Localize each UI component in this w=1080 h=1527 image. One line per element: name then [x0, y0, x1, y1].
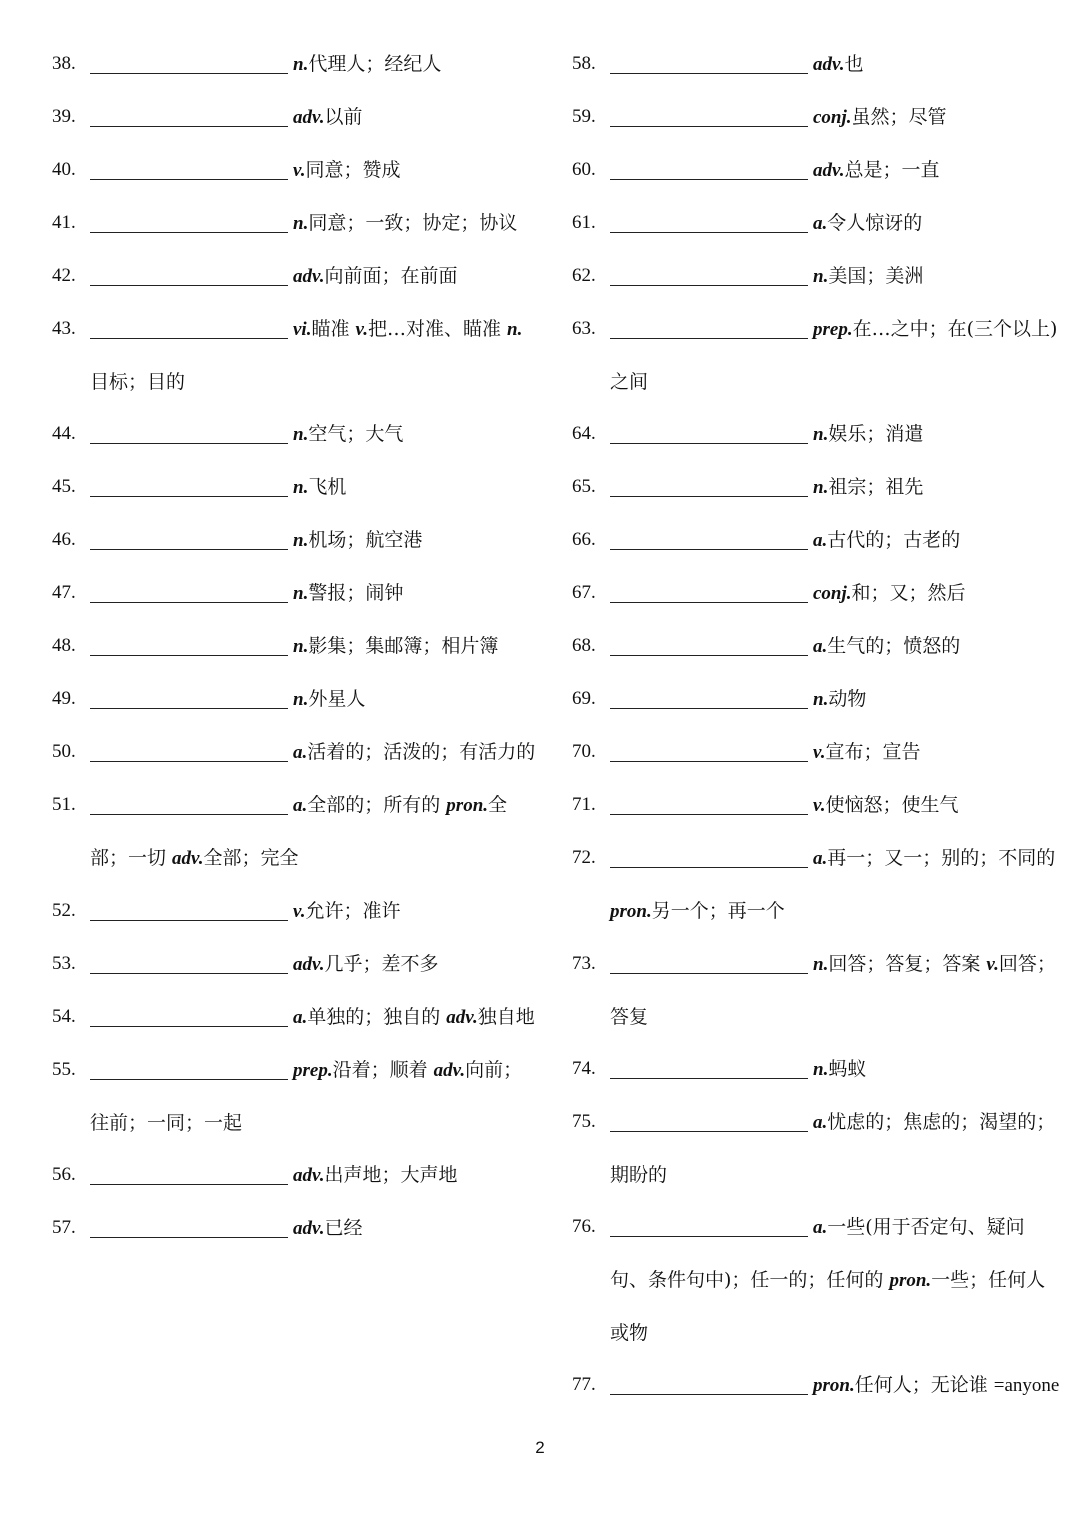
vocab-entry — [560, 726, 1060, 779]
definition-text: 在…之中；在(三个以上)之间 — [610, 318, 1058, 393]
definition-text: 全部；一切 — [90, 794, 508, 869]
answer-blank[interactable] — [610, 1374, 808, 1395]
part-of-speech: a. — [813, 1217, 828, 1238]
vocab-entry — [560, 1043, 1060, 1096]
part-of-speech: v. — [355, 319, 368, 340]
answer-blank[interactable] — [90, 529, 288, 550]
answer-blank[interactable] — [90, 582, 288, 603]
definition-text: 另一个；再一个 — [651, 900, 785, 922]
entry-number: 62. — [572, 265, 596, 286]
definition-text: 回答；答复；答案 — [828, 953, 987, 975]
vocab-entry — [40, 938, 540, 991]
vocab-entry — [40, 250, 540, 303]
answer-blank[interactable] — [610, 847, 808, 868]
vocab-entry — [40, 408, 540, 461]
definition-text: 和；又；然后 — [851, 582, 966, 604]
part-of-speech: pron. — [889, 1270, 932, 1291]
part-of-speech: adv. — [293, 954, 325, 975]
answer-blank[interactable] — [610, 423, 808, 444]
part-of-speech: a. — [293, 1007, 308, 1028]
part-of-speech: prep. — [813, 319, 853, 340]
vocab-entry — [40, 673, 540, 726]
definition-text: 总是；一直 — [844, 159, 940, 181]
vocab-entry — [40, 91, 540, 144]
entry-number: 39. — [52, 106, 76, 127]
definition-text: 祖宗；祖先 — [828, 476, 924, 498]
part-of-speech: pron. — [446, 795, 489, 816]
entry-number: 65. — [572, 476, 596, 497]
answer-blank[interactable] — [610, 159, 808, 180]
vocab-entry — [40, 885, 540, 938]
entry-number: 44. — [52, 423, 76, 444]
part-of-speech: a. — [813, 1112, 828, 1133]
answer-blank[interactable] — [90, 1059, 288, 1080]
answer-blank[interactable] — [90, 953, 288, 974]
definition-text: 一些(用于否定句、疑问句、条件句中)；任一的；任何的 — [610, 1216, 1025, 1291]
entry-number: 57. — [52, 1217, 76, 1238]
part-of-speech: a. — [813, 636, 828, 657]
definition-text: 全部；完全 — [203, 847, 299, 869]
entry-number: 72. — [572, 847, 596, 868]
entry-number: 38. — [52, 53, 76, 74]
entry-number: 71. — [572, 794, 596, 815]
part-of-speech: adv. — [172, 848, 204, 869]
part-of-speech: n. — [293, 477, 309, 498]
definition-text: 活着的；活泼的；有活力的 — [307, 741, 536, 763]
definition-text: 外星人 — [308, 688, 366, 710]
entry-number: 75. — [572, 1111, 596, 1132]
definition-text: 忧虑的；焦虑的；渴望的；期盼的 — [610, 1111, 1056, 1186]
part-of-speech: n. — [813, 1059, 829, 1080]
definition-text: 代理人；经纪人 — [308, 53, 442, 75]
answer-blank[interactable] — [610, 265, 808, 286]
part-of-speech: v. — [813, 742, 826, 763]
part-of-speech: pron. — [813, 1375, 855, 1396]
entry-number: 77. — [572, 1374, 596, 1395]
part-of-speech: adv. — [813, 160, 845, 181]
part-of-speech: v. — [986, 954, 999, 975]
definition-text: 也 — [844, 53, 864, 75]
definition-text: 几乎；差不多 — [324, 953, 439, 975]
vocab-entry — [40, 1202, 540, 1255]
entry-number: 74. — [572, 1058, 596, 1079]
part-of-speech: n. — [813, 266, 829, 287]
part-of-speech: conj. — [813, 583, 852, 604]
vocab-entry — [40, 1044, 540, 1149]
answer-blank[interactable] — [610, 212, 808, 233]
part-of-speech: vi. — [293, 319, 312, 340]
part-of-speech: a. — [293, 742, 308, 763]
answer-blank[interactable] — [610, 318, 808, 339]
answer-blank[interactable] — [90, 1217, 288, 1238]
answer-blank[interactable] — [90, 741, 288, 762]
answer-blank[interactable] — [90, 212, 288, 233]
part-of-speech: pron. — [610, 901, 652, 922]
definition-text: 美国；美洲 — [828, 265, 924, 287]
definition-text: 再一；又一；别的；不同的 — [827, 847, 1056, 869]
entry-number: 45. — [52, 476, 76, 497]
answer-blank[interactable] — [90, 476, 288, 497]
vocab-entry — [560, 303, 1060, 408]
part-of-speech: adv. — [293, 1165, 325, 1186]
entry-number: 42. — [52, 265, 76, 286]
vocab-entry — [560, 567, 1060, 620]
vocab-entry — [560, 1359, 1060, 1412]
answer-blank[interactable] — [90, 688, 288, 709]
definition-text: 飞机 — [308, 476, 347, 498]
answer-blank[interactable] — [610, 106, 808, 127]
vocab-entry — [560, 1096, 1060, 1201]
answer-blank[interactable] — [90, 1164, 288, 1185]
definition-text: 虽然；尽管 — [851, 106, 947, 128]
definition-text: 把…对准、瞄准 — [368, 318, 508, 340]
definition-text: 警报；闹钟 — [308, 582, 404, 604]
part-of-speech: adv. — [433, 1060, 466, 1081]
entry-number: 53. — [52, 953, 76, 974]
vocab-entry — [560, 514, 1060, 567]
definition-text: 向前面；在前面 — [324, 265, 458, 287]
entry-number: 55. — [52, 1059, 76, 1080]
answer-blank[interactable] — [90, 106, 288, 127]
answer-blank[interactable] — [90, 265, 288, 286]
vocab-entry — [40, 38, 540, 91]
definition-text: 以前 — [324, 106, 363, 128]
answer-blank[interactable] — [610, 1216, 808, 1237]
entry-number: 66. — [572, 529, 596, 550]
entry-number: 43. — [52, 318, 76, 339]
answer-blank[interactable] — [90, 1006, 288, 1027]
vocab-entry — [560, 461, 1060, 514]
vocab-entry — [40, 567, 540, 620]
answer-blank[interactable] — [610, 1058, 808, 1079]
answer-blank[interactable] — [610, 53, 808, 74]
definition-text: 令人惊讶的 — [827, 212, 923, 234]
entry-number: 54. — [52, 1006, 76, 1027]
definition-text: 使恼怒；使生气 — [825, 794, 959, 816]
part-of-speech: v. — [293, 901, 306, 922]
answer-blank[interactable] — [90, 159, 288, 180]
answer-blank[interactable] — [610, 476, 808, 497]
part-of-speech: adv. — [813, 54, 845, 75]
entry-number: 67. — [572, 582, 596, 603]
entry-number: 60. — [572, 159, 596, 180]
entry-number: 46. — [52, 529, 76, 550]
definition-text: 机场；航空港 — [308, 529, 423, 551]
part-of-speech: n. — [293, 213, 309, 234]
definition-text: 已经 — [324, 1217, 363, 1239]
answer-blank[interactable] — [90, 794, 288, 815]
definition-text: 目标；目的 — [90, 371, 186, 393]
part-of-speech: n. — [293, 689, 309, 710]
answer-blank[interactable] — [610, 688, 808, 709]
part-of-speech: n. — [813, 477, 829, 498]
vocab-entry — [560, 938, 1060, 1043]
vocab-entry — [560, 832, 1060, 938]
part-of-speech: adv. — [293, 1218, 325, 1239]
vocabulary-column-left — [40, 38, 540, 1255]
definition-text: 宣布；宣告 — [825, 741, 921, 763]
definition-text: 生气的；愤怒的 — [827, 635, 961, 657]
entry-number: 58. — [572, 53, 596, 74]
entry-number: 49. — [52, 688, 76, 709]
answer-blank[interactable] — [90, 900, 288, 921]
definition-text: 独自地 — [477, 1006, 535, 1028]
part-of-speech: prep. — [293, 1060, 333, 1081]
vocab-entry — [40, 144, 540, 197]
entry-number: 41. — [52, 212, 76, 233]
vocab-entry — [560, 779, 1060, 832]
part-of-speech: n. — [293, 636, 309, 657]
definition-text: 沿着；顺着 — [332, 1059, 434, 1081]
entry-number: 69. — [572, 688, 596, 709]
entry-number: 52. — [52, 900, 76, 921]
definition-text: 瞄准 — [311, 318, 356, 340]
vocab-entry — [40, 991, 540, 1044]
part-of-speech: conj. — [813, 107, 852, 128]
definition-text: 全部的；所有的 — [307, 794, 447, 816]
part-of-speech: n. — [813, 689, 829, 710]
part-of-speech: a. — [813, 530, 828, 551]
part-of-speech: n. — [813, 424, 829, 445]
answer-blank[interactable] — [610, 529, 808, 550]
entry-number: 48. — [52, 635, 76, 656]
definition-text: 娱乐；消遣 — [828, 423, 924, 445]
vocab-entry — [560, 1201, 1060, 1359]
definition-text: 任何人；无论谁 — [854, 1374, 994, 1396]
vocab-entry — [40, 779, 540, 885]
definition-text: 向前；往前；一同；一起 — [90, 1059, 523, 1134]
vocab-entry — [560, 38, 1060, 91]
part-of-speech: n. — [293, 424, 309, 445]
answer-blank[interactable] — [610, 794, 808, 815]
part-of-speech: n. — [293, 530, 309, 551]
vocab-entry — [40, 1149, 540, 1202]
entry-number: 63. — [572, 318, 596, 339]
entry-number: 64. — [572, 423, 596, 444]
vocab-entry — [40, 303, 540, 408]
part-of-speech: n. — [813, 954, 829, 975]
vocab-entry — [560, 408, 1060, 461]
entry-number: 51. — [52, 794, 76, 815]
definition-text: 出声地；大声地 — [324, 1164, 458, 1186]
part-of-speech: n. — [293, 54, 309, 75]
definition-text: 影集；集邮簿；相片簿 — [308, 635, 499, 657]
part-of-speech: a. — [813, 848, 828, 869]
vocab-entry — [40, 620, 540, 673]
vocab-entry — [560, 144, 1060, 197]
entry-number: 61. — [572, 212, 596, 233]
definition-text: 空气；大气 — [308, 423, 404, 445]
vocab-entry — [560, 91, 1060, 144]
answer-blank[interactable] — [610, 953, 808, 974]
answer-blank[interactable] — [610, 1111, 808, 1132]
part-of-speech: adv. — [446, 1007, 478, 1028]
vocab-entry — [40, 726, 540, 779]
answer-blank[interactable] — [90, 635, 288, 656]
part-of-speech: a. — [293, 795, 308, 816]
vocab-entry — [560, 250, 1060, 303]
definition-text: 单独的；独自的 — [307, 1006, 447, 1028]
vocab-entry — [560, 673, 1060, 726]
answer-blank[interactable] — [610, 582, 808, 603]
vocab-entry — [40, 197, 540, 250]
answer-blank[interactable] — [610, 635, 808, 656]
answer-blank[interactable] — [610, 741, 808, 762]
definition-text: 一些；任何人或物 — [610, 1269, 1046, 1344]
vocab-entry — [560, 197, 1060, 250]
part-of-speech: adv. — [293, 266, 325, 287]
part-of-speech: n. — [507, 319, 523, 340]
entry-number: 59. — [572, 106, 596, 127]
entry-number: 47. — [52, 582, 76, 603]
part-of-speech: v. — [813, 795, 826, 816]
definition-text: 动物 — [828, 688, 867, 710]
definition-text: 同意；赞成 — [305, 159, 401, 181]
vocab-entry — [40, 461, 540, 514]
vocabulary-column-right — [560, 38, 1060, 1412]
part-of-speech: n. — [293, 583, 309, 604]
answer-blank[interactable] — [90, 423, 288, 444]
part-of-speech: adv. — [293, 107, 325, 128]
vocab-entry — [40, 514, 540, 567]
synonym-note: =anyone — [993, 1375, 1060, 1396]
entry-number: 56. — [52, 1164, 76, 1185]
entry-number: 70. — [572, 741, 596, 762]
entry-number: 40. — [52, 159, 76, 180]
part-of-speech: a. — [813, 213, 828, 234]
entry-number: 50. — [52, 741, 76, 762]
page-number: 2 — [535, 1438, 545, 1457]
entry-number: 76. — [572, 1216, 596, 1237]
part-of-speech: v. — [293, 160, 306, 181]
answer-blank[interactable] — [90, 318, 288, 339]
entry-number: 73. — [572, 953, 596, 974]
definition-text: 古代的；古老的 — [827, 529, 961, 551]
definition-text: 同意；一致；协定；协议 — [308, 212, 518, 234]
answer-blank[interactable] — [90, 53, 288, 74]
definition-text: 允许；准许 — [305, 900, 401, 922]
definition-text: 蚂蚁 — [828, 1058, 867, 1080]
vocab-entry — [560, 620, 1060, 673]
entry-number: 68. — [572, 635, 596, 656]
definition-text: 回答；答复 — [610, 953, 1056, 1028]
